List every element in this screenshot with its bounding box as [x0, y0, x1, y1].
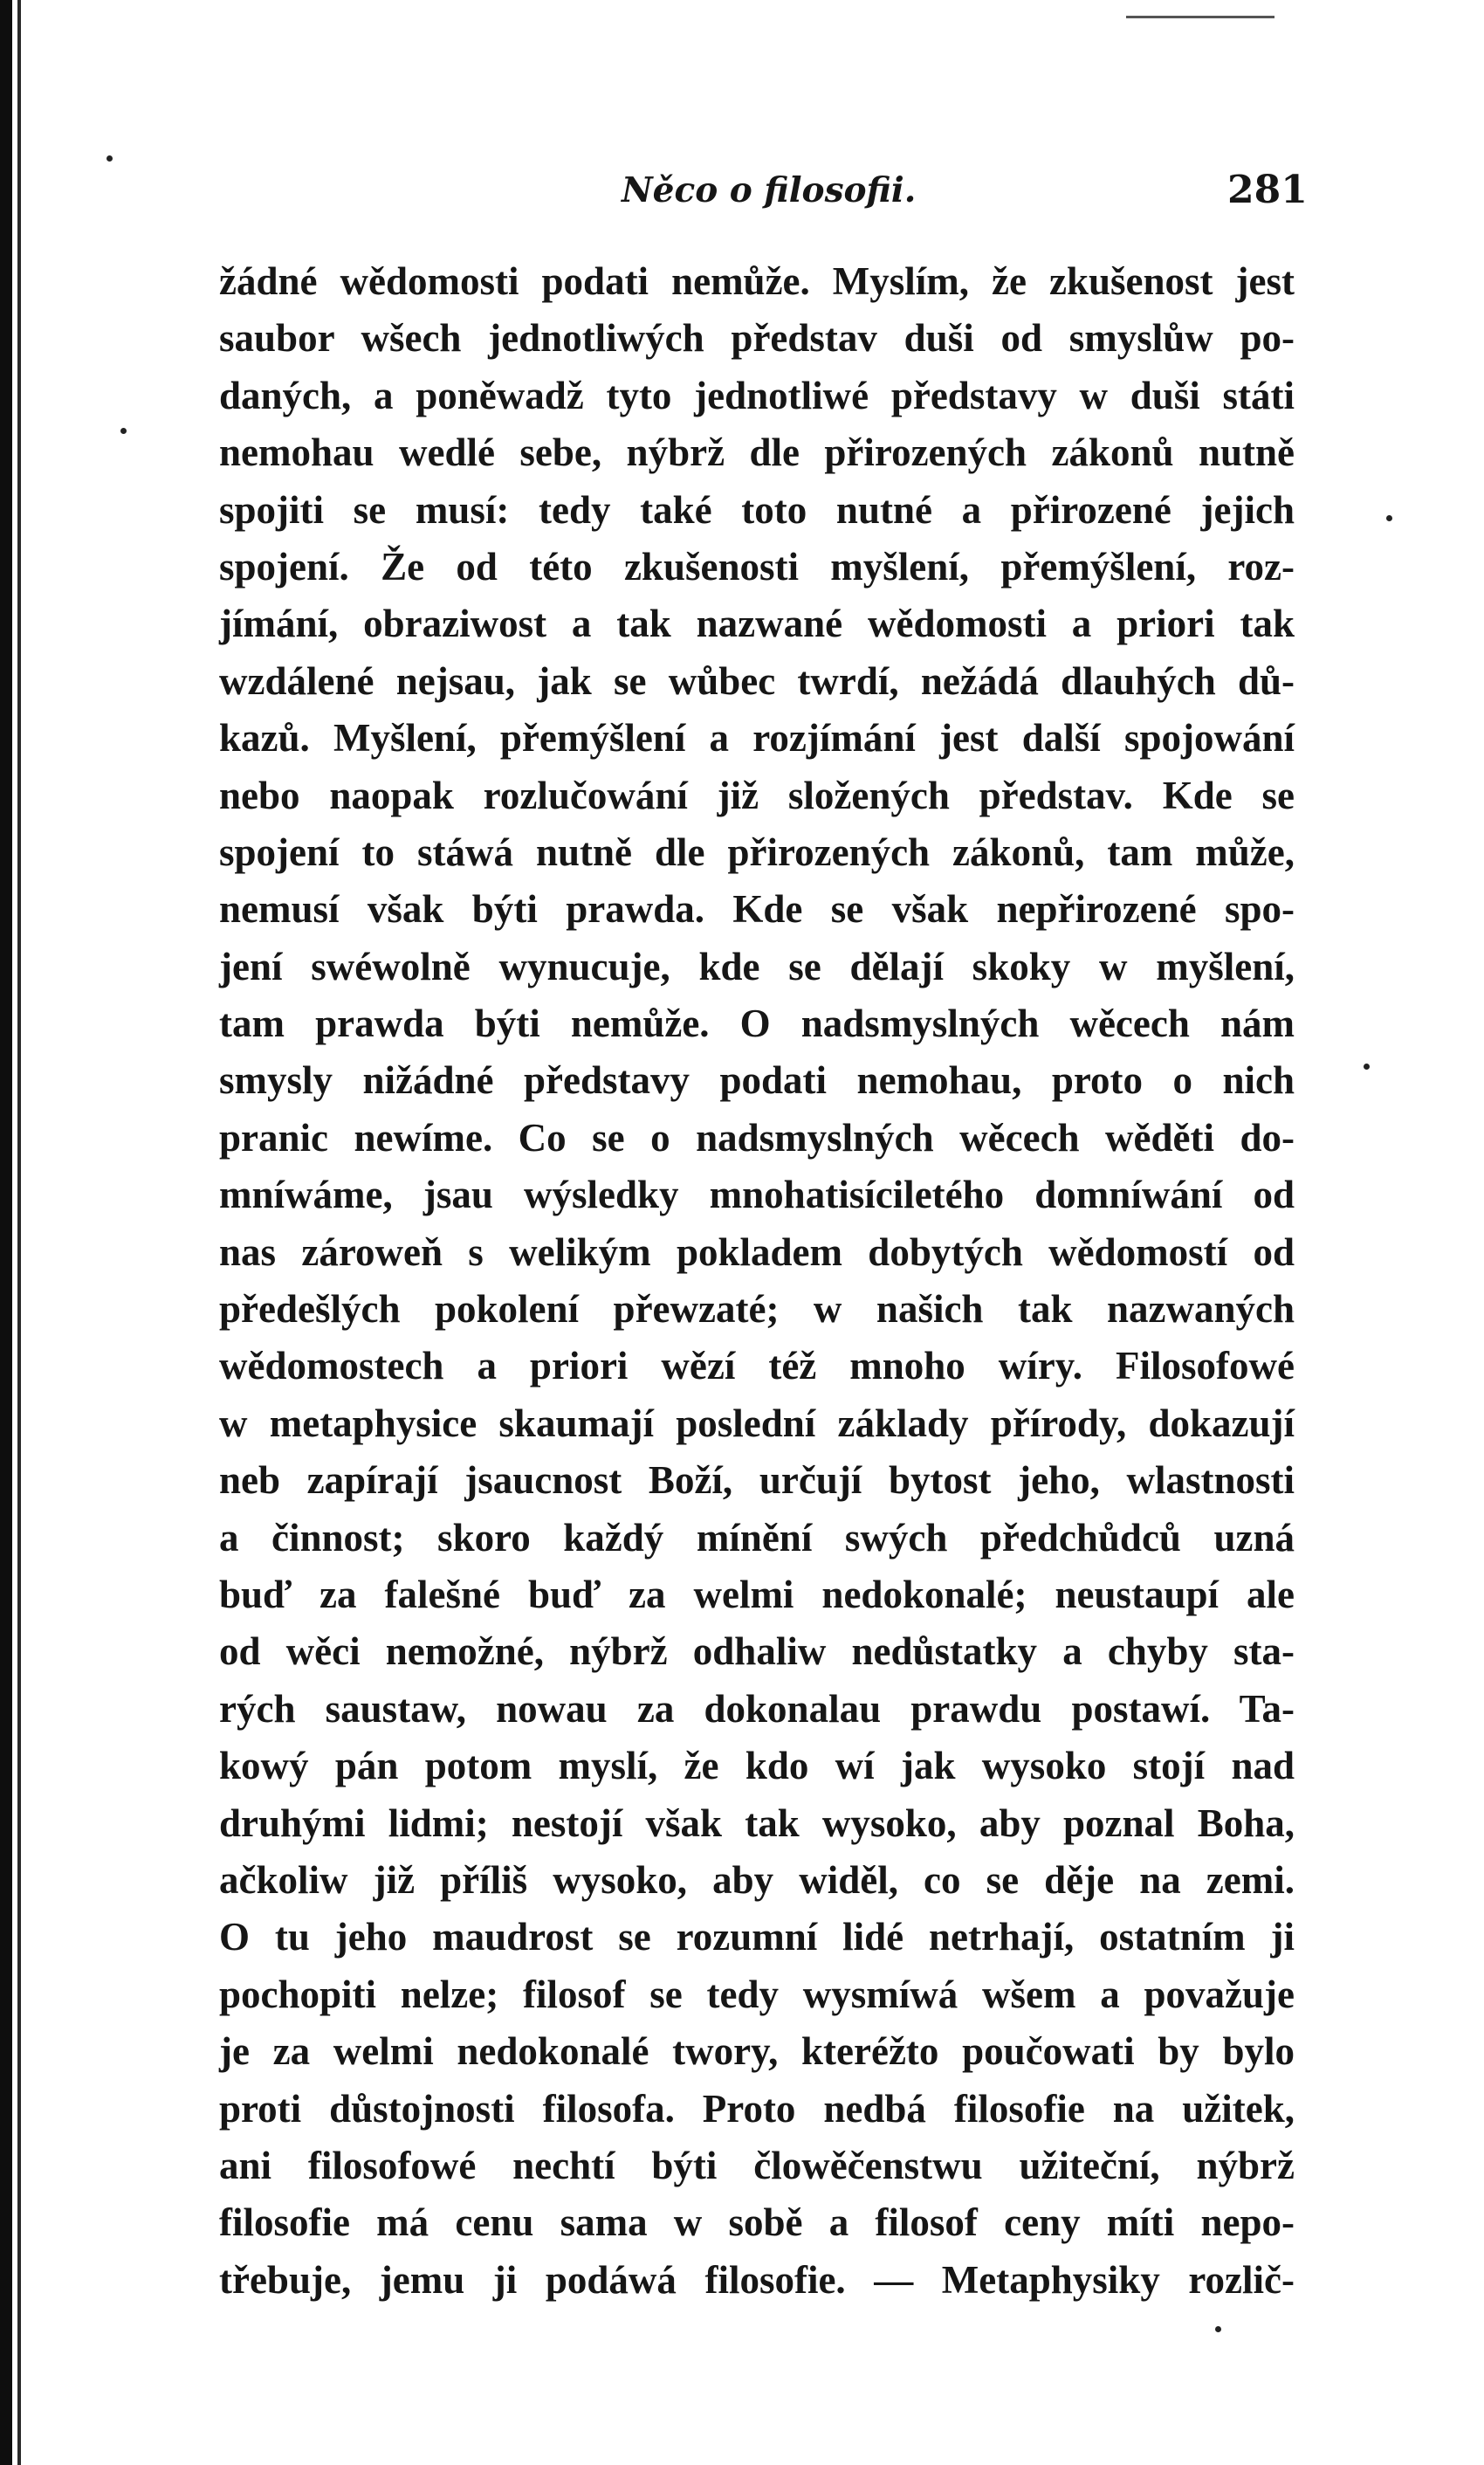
text-line: nas zároweň s welikým pokladem dobytých wědomostí od	[219, 1229, 1295, 1274]
text-line: spojení to stáwá nutně dle přirozených zákonů, tam může,	[219, 830, 1295, 874]
text-line: třebuje, jemu ji podáwá filosofie. — Metaphysiky rozlič-	[219, 2257, 1295, 2302]
text-line: mníwáme, jsau wýsledky mnohatisíciletého domníwání od	[219, 1173, 1295, 1217]
text-line: proti důstojnosti filosofa. Proto nedbá filosofie na užitek,	[219, 2086, 1295, 2131]
page-number: 281	[1227, 168, 1308, 212]
text-line: ačkoliw již příliš wysoko, aby widěl, co se děje na zemi.	[219, 1857, 1295, 1902]
text-line: spojiti se musí: tedy také toto nutné a přirozené jejich	[219, 487, 1295, 532]
text-line: pochopiti nelze; filosof se tedy wysmíwá wšem a považuje	[219, 1972, 1295, 2016]
text-line: kowý pán potom myslí, že kdo wí jak wysoko stojí nad	[219, 1744, 1295, 1788]
text-line: pranic newíme. Co se o nadsmyslných wěcech wěděti do-	[219, 1115, 1295, 1160]
text-line: ani filosofowé nechtí býti člowěčenstwu užiteční, nýbrž	[219, 2143, 1295, 2187]
text-line: jení swéwolně wynucuje, kde se dělají skoky w myšlení,	[219, 944, 1295, 988]
text-line: tam prawda býti nemůže. O nadsmyslných wěcech nám	[219, 1002, 1295, 1046]
text-line: daných, a poněwadž tyto jednotliwé představy w duši státi	[219, 373, 1295, 417]
scan-speck	[1386, 515, 1392, 521]
text-line: wzdálené nejsau, jak se wůbec twrdí, nežádá dlauhých dů-	[219, 658, 1295, 703]
text-line: od wěci nemožné, nýbrž odhaliw nedůstatky a chyby sta-	[219, 1629, 1295, 1674]
body-text	[219, 253, 1295, 2309]
scan-speck	[1364, 1064, 1370, 1070]
text-line: a činnost; skoro každý mínění swých předchůdců uzná	[219, 1515, 1295, 1560]
text-line: kazů. Myšlení, přemýšlení a rozjímání jest další spojowání	[219, 716, 1295, 761]
text-line: neb zapírají jsaucnost Boží, určují bytost jeho, wlastnosti	[219, 1458, 1295, 1503]
text-line: druhými lidmi; nestojí však tak wysoko, aby poznal Boha,	[219, 1801, 1295, 1845]
scan-speck	[106, 155, 113, 162]
scan-speck	[1215, 2326, 1221, 2332]
text-line: předešlých pokolení přewzaté; w našich tak nazwaných	[219, 1287, 1295, 1332]
text-line: rých saustaw, nowau za dokonalau prawdu postawí. Ta-	[219, 1686, 1295, 1731]
scan-left-edge	[0, 0, 12, 2465]
text-line: smysly nižádné představy podati nemohau, proto o nich	[219, 1058, 1295, 1103]
text-line: spojení. Že od této zkušenosti myšlení, přemýšlení, roz-	[219, 544, 1295, 589]
scan-top-mark	[1126, 16, 1274, 18]
text-line: je za welmi nedokonalé twory, kteréžto poučowati by bylo	[219, 2029, 1295, 2074]
scan-speck	[120, 428, 127, 434]
text-line: jímání, obraziwost a tak nazwané wědomosti a priori tak	[219, 602, 1295, 646]
scan-left-edge-shadow	[17, 0, 21, 2465]
text-line: filosofie má cenu sama w sobě a filosof ceny míti nepo-	[219, 2200, 1295, 2245]
text-line: O tu jeho maudrost se rozumní lidé netrhají, ostatním ji	[219, 1915, 1295, 1959]
text-line: nemohau wedlé sebe, nýbrž dle přirozených zákonů nutně	[219, 430, 1295, 475]
text-line: wědomostech a priori wězí též mnoho wíry. Filosofowé	[219, 1344, 1295, 1388]
text-line: saubor wšech jednotliwých představ duši od smyslůw po-	[219, 316, 1295, 361]
text-line: nebo naopak rozlučowání již složených představ. Kde se	[219, 773, 1295, 817]
text-line: žádné wědomosti podati nemůže. Myslím, že zkušenost jest	[219, 259, 1295, 303]
running-title: Něco o filosofii.	[622, 170, 917, 210]
text-line: nemusí však býti prawda. Kde se však nepřirozené spo-	[219, 887, 1295, 932]
page-header	[0, 166, 1484, 218]
text-line: w metaphysice skaumají poslední základy přírody, dokazují	[219, 1401, 1295, 1445]
text-line: buď za falešné buď za welmi nedokonalé; neustaupí ale	[219, 1572, 1295, 1616]
